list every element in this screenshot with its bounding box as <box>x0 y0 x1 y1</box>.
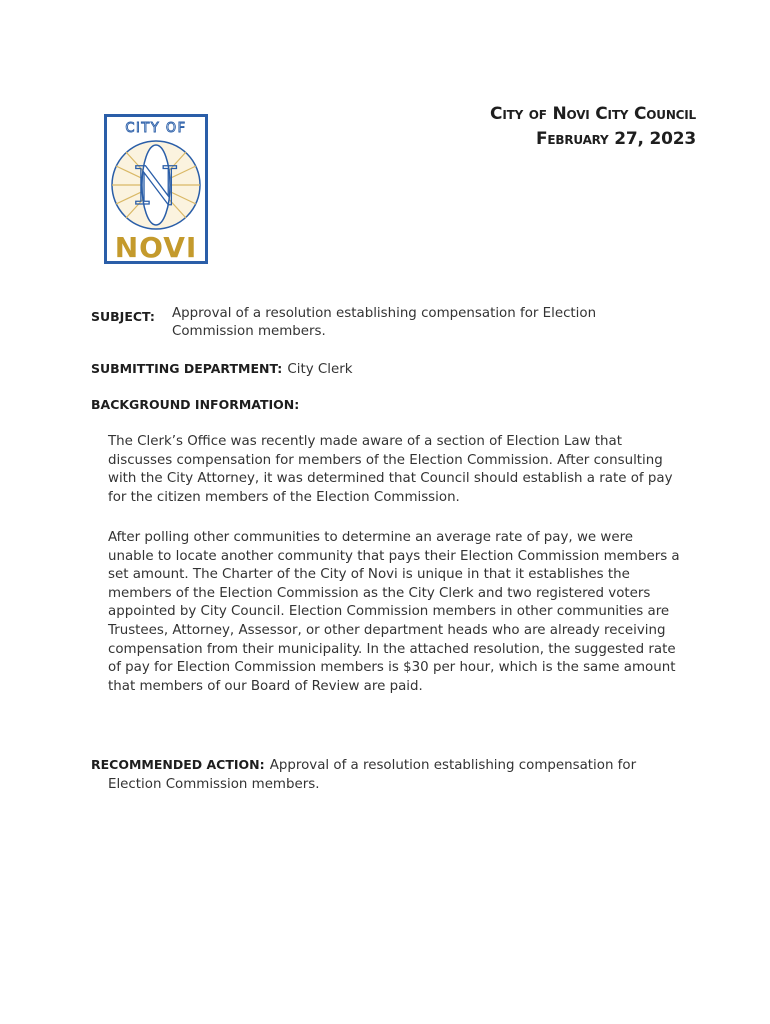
department-label: SUBMITTING DEPARTMENT: <box>91 361 283 376</box>
paragraph-line: unable to locate another community that pays their Election Commission members a <box>108 548 680 564</box>
paragraph-line: set amount. The Charter of the City of Novi is unique in that it establishes the <box>108 567 630 583</box>
subject-line: Approval of a resolution establishing compensation for Election <box>172 306 597 321</box>
paragraph-line: discusses compensation for members of the Election Commission. After consulting <box>108 452 663 468</box>
logo-top-text: CITY OF <box>125 121 187 136</box>
meeting-date: February 27, 2023 <box>536 129 696 149</box>
paragraph-line: After polling other communities to determine an average rate of pay, we were <box>108 530 634 545</box>
paragraph-line: compensation from their municipality. In the attached resolution, the suggested rate <box>108 641 676 657</box>
background-paragraph-2 <box>108 529 698 696</box>
submitting-department <box>91 358 352 377</box>
paragraph-line: members of the Election Commission as the City Clerk and two registered voters <box>108 585 651 601</box>
paragraph-line: The Clerk’s Office was recently made aware of a section of Election Law that <box>108 434 622 449</box>
logo-bottom-text: NOVI <box>114 231 198 264</box>
background-paragraph-1 <box>108 433 698 507</box>
recommended-action <box>91 755 651 794</box>
department-value: City Clerk <box>287 362 353 377</box>
background-label: BACKGROUND INFORMATION: <box>91 397 300 412</box>
logo-monogram: N <box>133 157 179 217</box>
document-header <box>490 102 696 152</box>
paragraph-line: appointed by City Council. Election Commission members in other communities are <box>108 604 670 620</box>
city-of-novi-logo <box>104 114 208 264</box>
paragraph-line: Trustees, Attorney, Assessor, or other department heads who are already receiving <box>108 622 666 638</box>
subject-text <box>172 305 632 341</box>
paragraph-line: for the citizen members of the Election Commission. <box>108 489 460 505</box>
recommended-line: Approval of a resolution establishing compensation for <box>269 758 637 773</box>
subject-line: Commission members. <box>172 324 326 339</box>
paragraph-line: that members of our Board of Review are paid. <box>108 678 423 694</box>
council-title: City of Novi City Council <box>490 104 696 124</box>
paragraph-line: with the City Attorney, it was determined that Council should establish a rate of pay <box>108 471 673 487</box>
subject-label: SUBJECT: <box>91 309 155 324</box>
paragraph-line: of pay for Election Commission members is $30 per hour, which is the same amount <box>108 660 676 676</box>
recommended-label: RECOMMENDED ACTION: <box>91 757 265 772</box>
recommended-line: Election Commission members. <box>108 776 320 792</box>
